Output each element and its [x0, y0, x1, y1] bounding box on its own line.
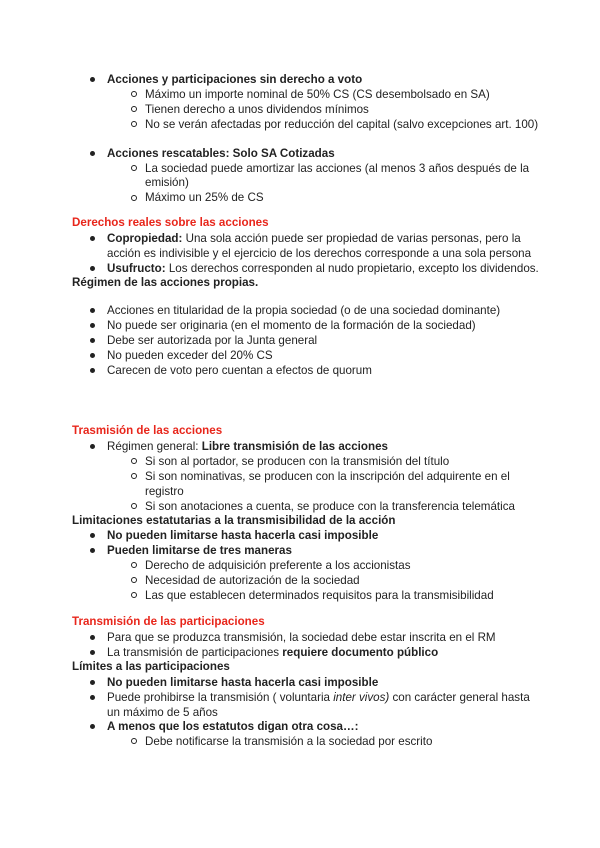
- bullet-circle: [131, 473, 137, 479]
- regimen-item: No pueden exceder del 20% CS: [107, 349, 273, 362]
- copropiedad-label: Copropiedad:: [107, 232, 183, 245]
- trasmision-subitem: Si son anotaciones a cuenta, se produce con la transferencia telemática: [145, 500, 515, 513]
- limitaciones-subitem: Derecho de adquisición preferente a los accionistas: [145, 559, 411, 572]
- bullet-circle: [131, 195, 137, 201]
- sec1-item: Tienen derecho a unos dividendos mínimos: [145, 103, 369, 116]
- heading-transmision-participaciones: Transmisión de las participaciones: [72, 615, 265, 628]
- sec1-title: Acciones y participaciones sin derecho a voto: [107, 73, 363, 86]
- copropiedad-item: [107, 231, 521, 246]
- bullet-dot: [90, 77, 95, 82]
- regimen-general-item: [107, 439, 388, 454]
- sec1-item: No se verán afectadas por reducción del capital (salvo excepciones art. 100): [145, 118, 539, 131]
- bullet-circle: [131, 577, 137, 583]
- sec2-item: La sociedad puede amortizar las acciones (al menos 3 años después de la: [145, 162, 530, 175]
- usufructo-text: Los derechos corresponden al nudo propietario, excepto los dividendos.: [165, 262, 539, 275]
- sec1-item: Máximo un importe nominal de 50% CS (CS desembolsado en SA): [145, 88, 490, 101]
- heading-limitaciones: Limitaciones estatutarias a la transmisibilidad de la acción: [72, 514, 396, 527]
- bullet-circle: [131, 592, 137, 598]
- bullet-circle: [131, 106, 137, 112]
- usufructo-label: Usufructo:: [107, 262, 166, 275]
- regimen-item: No puede ser originaria (en el momento de la formación de la sociedad): [107, 319, 476, 332]
- limitaciones-subitem: Necesidad de autorización de la sociedad: [145, 574, 360, 587]
- participaciones-item: Para que se produzca transmisión, la sociedad debe estar inscrita en el RM: [107, 631, 496, 644]
- copropiedad-text: Una sola acción puede ser propiedad de varias personas, pero la: [182, 232, 521, 245]
- limites-item: No pueden limitarse hasta hacerla casi imposible: [107, 676, 379, 689]
- sec2-item-cont: emisión): [145, 176, 189, 189]
- participaciones-item: [107, 645, 438, 660]
- limites-item2-prefix: Puede prohibirse la transmisión ( voluntaria: [107, 691, 334, 704]
- bullet-dot: [90, 353, 95, 358]
- bullet-dot: [90, 680, 95, 685]
- bullet-circle: [131, 458, 137, 464]
- bullet-dot: [90, 151, 95, 156]
- limites-item: [107, 690, 530, 705]
- regimen-item: Carecen de voto pero cuentan a efectos de quorum: [107, 364, 372, 377]
- regimen-item: Acciones en titularidad de la propia sociedad (o de una sociedad dominante): [107, 304, 501, 317]
- bullet-circle: [131, 165, 137, 171]
- bullet-dot: [90, 533, 95, 538]
- bullet-dot: [90, 368, 95, 373]
- trasmision-subitem-cont: registro: [145, 485, 184, 498]
- heading-regimen: Régimen de las acciones propias.: [72, 276, 259, 289]
- regimen-general-prefix: Régimen general:: [107, 440, 202, 453]
- bullet-dot: [90, 266, 95, 271]
- participaciones-bold: requiere documento público: [282, 646, 439, 659]
- bullet-dot: [90, 724, 95, 729]
- limitaciones-subitem: Las que establecen determinados requisitos para la transmisibilidad: [145, 589, 494, 602]
- participaciones-prefix: La transmisión de participaciones: [107, 646, 283, 659]
- bullet-dot: [90, 338, 95, 343]
- limites-item-cont: un máximo de 5 años: [107, 706, 218, 719]
- bullet-dot: [90, 635, 95, 640]
- limites-item2-suffix: con carácter general hasta: [389, 691, 530, 704]
- bullet-dot: [90, 548, 95, 553]
- bullet-dot: [90, 650, 95, 655]
- bullet-circle: [131, 503, 137, 509]
- heading-derechos: Derechos reales sobre las acciones: [72, 216, 269, 229]
- bullet-circle: [131, 562, 137, 568]
- limites-subitem: Debe notificarse la transmisión a la sociedad por escrito: [145, 735, 433, 748]
- bullet-circle: [131, 738, 137, 744]
- copropiedad-cont: acción es indivisible y el ejercicio de los derechos corresponde a una sola persona: [107, 247, 532, 260]
- usufructo-item: [107, 261, 539, 276]
- bullet-circle: [131, 121, 137, 127]
- bullet-circle: [131, 91, 137, 97]
- regimen-item: Debe ser autorizada por la Junta general: [107, 334, 318, 347]
- trasmision-subitem: Si son nominativas, se producen con la inscripción del adquirente en el: [145, 470, 510, 483]
- bullet-dot: [90, 444, 95, 449]
- trasmision-subitem: Si son al portador, se producen con la transmisión del título: [145, 455, 450, 468]
- heading-trasmision-acciones: Trasmisión de las acciones: [72, 424, 223, 437]
- bullet-dot: [90, 236, 95, 241]
- limitaciones-item: No pueden limitarse hasta hacerla casi imposible: [107, 529, 379, 542]
- regimen-general-bold: Libre transmisión de las acciones: [201, 440, 388, 453]
- limites-item: A menos que los estatutos digan otra cosa…:: [107, 720, 359, 733]
- bullet-dot: [90, 308, 95, 313]
- bullet-dot: [90, 695, 95, 700]
- limitaciones-item: Pueden limitarse de tres maneras: [107, 544, 292, 557]
- sec2-item: Máximo un 25% de CS: [145, 191, 264, 204]
- heading-limites: Límites a las participaciones: [72, 660, 230, 673]
- sec2-title: Acciones rescatables: Solo SA Cotizadas: [107, 147, 335, 160]
- limites-item2-italic: inter vivos): [333, 691, 390, 704]
- bullet-dot: [90, 323, 95, 328]
